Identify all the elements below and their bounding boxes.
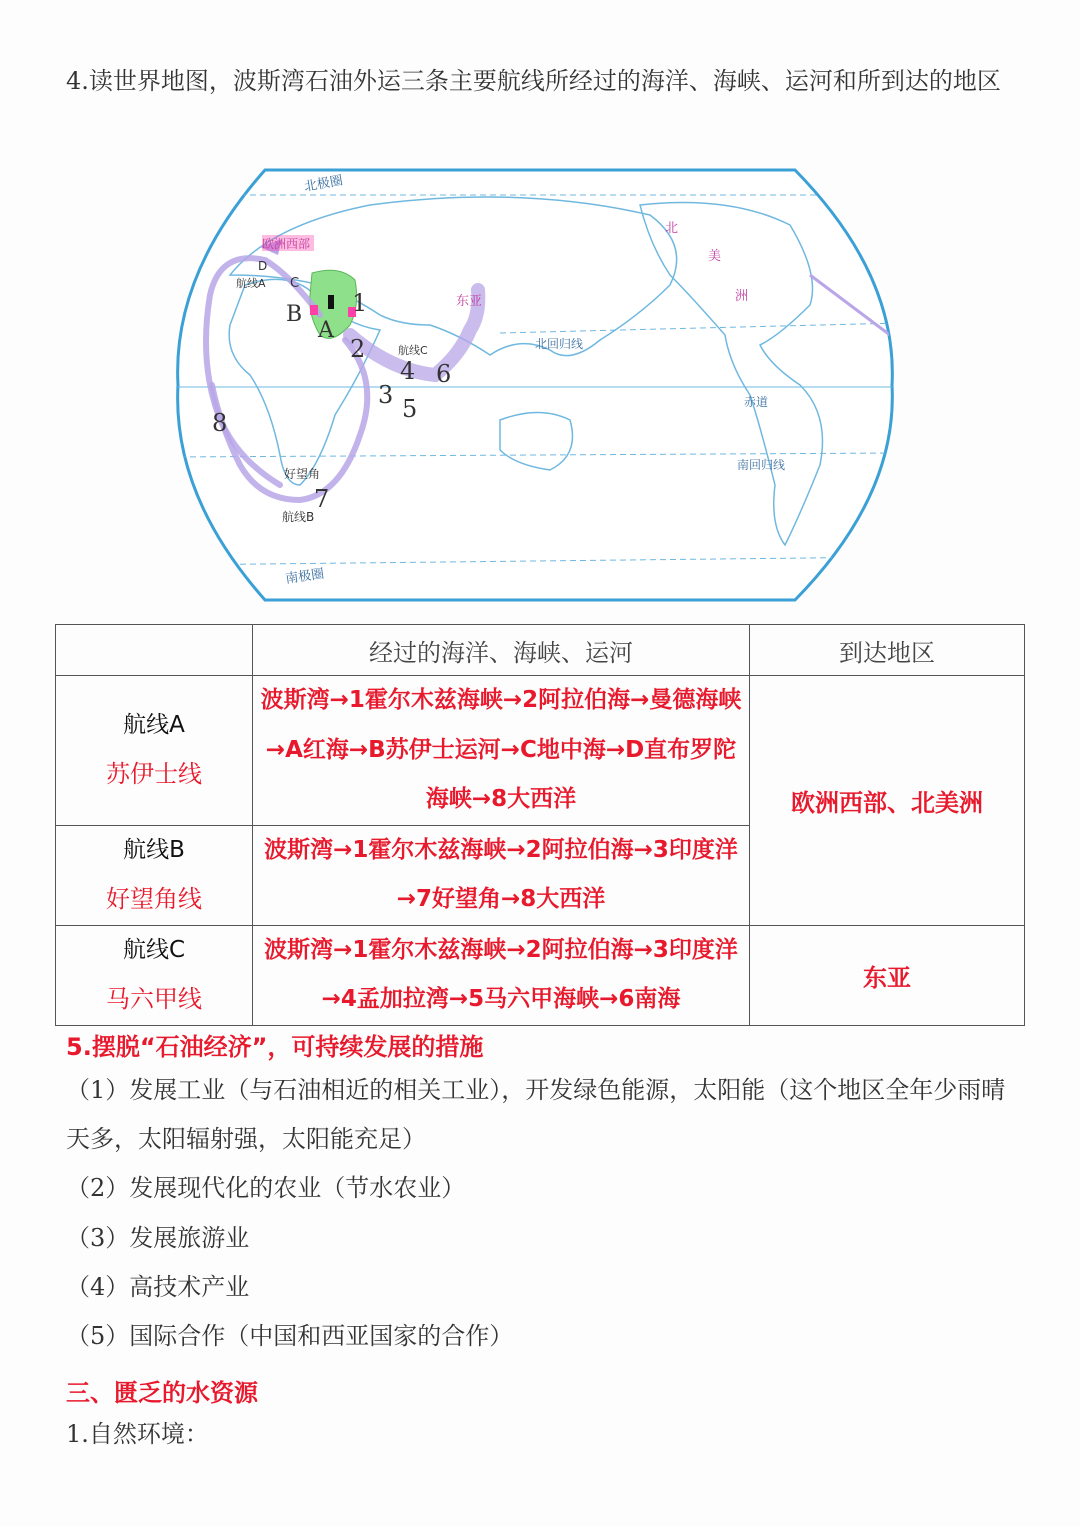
label-north-america-2: 美 [708, 249, 722, 264]
label-tropic-capricorn: 南回归线 [737, 458, 786, 472]
label-5: 5 [402, 395, 418, 423]
header-passage: 经过的海洋、海峡、运河 [253, 625, 750, 676]
route-a-name-cell [56, 676, 253, 826]
section-5-title: 5.摆脱“石油经济”，可持续发展的措施 [66, 1033, 484, 1061]
map-frame [178, 170, 893, 600]
label-7: 7 [314, 485, 330, 513]
header-blank [56, 625, 253, 676]
label-tropic-cancer: 北回归线 [535, 337, 584, 351]
section-3-title: 三、匮乏的水资源 [66, 1379, 258, 1407]
table-row [56, 676, 1025, 826]
section-5-item-1: （1）发展工业（与石油相近的相关工业），开发绿色能源，太阳能（这个地区全年少雨晴天多，太阳辐射强，太阳能充足） [66, 1076, 1006, 1153]
world-map [170, 165, 900, 605]
label-2: 2 [350, 335, 366, 363]
question-4-text: 4.读世界地图，波斯湾石油外运三条主要航线所经过的海洋、海峡、运河和所到达的地区 [66, 67, 1001, 95]
label-1: 1 [352, 289, 368, 317]
label-south-pole: 南极圈 [284, 566, 326, 587]
label-route-b: 航线B [282, 510, 315, 524]
route-c-sub: 马六甲线 [106, 985, 202, 1013]
strait-marker [310, 305, 318, 315]
label-3: 3 [378, 381, 394, 409]
label-a: A [318, 318, 334, 343]
route-a-path-text: 波斯湾→1霍尔木兹海峡→2阿拉伯海→曼德海峡→A红海→B苏伊士运河→C地中海→D直布罗陀海峡→8大西洋 [253, 676, 750, 826]
table-row [56, 925, 1025, 1025]
dest-ab: 欧洲西部、北美洲 [750, 676, 1025, 926]
routes-table [55, 624, 1025, 1026]
section-5-item-2: （2）发展现代化的农业（节水农业） [66, 1174, 466, 1202]
label-route-c: 航线C [398, 344, 428, 357]
route-c-name-cell [56, 925, 253, 1025]
label-6: 6 [436, 360, 452, 388]
section-3-sub: 1.自然环境： [66, 1420, 209, 1448]
label-c: C [290, 276, 300, 291]
dest-c: 东亚 [750, 925, 1025, 1025]
section-5-item-4: （4）高技术产业 [66, 1273, 250, 1301]
label-b: B [286, 302, 303, 327]
label-europe-west: 欧洲西部 [262, 237, 311, 251]
header-destination: 到达地区 [750, 625, 1025, 676]
route-c-name: 航线C [122, 937, 186, 963]
label-equator: 赤道 [744, 395, 769, 409]
label-4: 4 [400, 357, 416, 385]
section-5-item-3: （3）发展旅游业 [66, 1224, 250, 1252]
route-b-name: 航线B [123, 837, 185, 863]
route-a-sub: 苏伊士线 [106, 760, 202, 789]
route-c-path-text: 波斯湾→1霍尔木兹海峡→2阿拉伯海→3印度洋→4孟加拉湾→5马六甲海峡→6南海 [253, 925, 750, 1025]
label-8: 8 [212, 409, 228, 437]
section-5-item-5: （5）国际合作（中国和西亚国家的合作） [66, 1322, 514, 1350]
table-header-row [56, 625, 1025, 676]
label-north-america-3: 洲 [735, 289, 749, 304]
oil-icon [328, 295, 334, 309]
route-b-path-text: 波斯湾→1霍尔木兹海峡→2阿拉伯海→3印度洋→7好望角→8大西洋 [253, 825, 750, 925]
label-cape: 好望角 [284, 467, 321, 481]
label-route-a: 航线A [236, 277, 266, 290]
route-b-name-cell [56, 825, 253, 925]
label-east-asia: 东亚 [456, 294, 483, 309]
label-north-pole: 北极圈 [303, 173, 345, 195]
route-b-sub: 好望角线 [106, 885, 202, 913]
label-north-america-1: 北 [665, 221, 679, 236]
route-a-name: 航线A [123, 712, 185, 739]
label-d: D [258, 259, 268, 273]
